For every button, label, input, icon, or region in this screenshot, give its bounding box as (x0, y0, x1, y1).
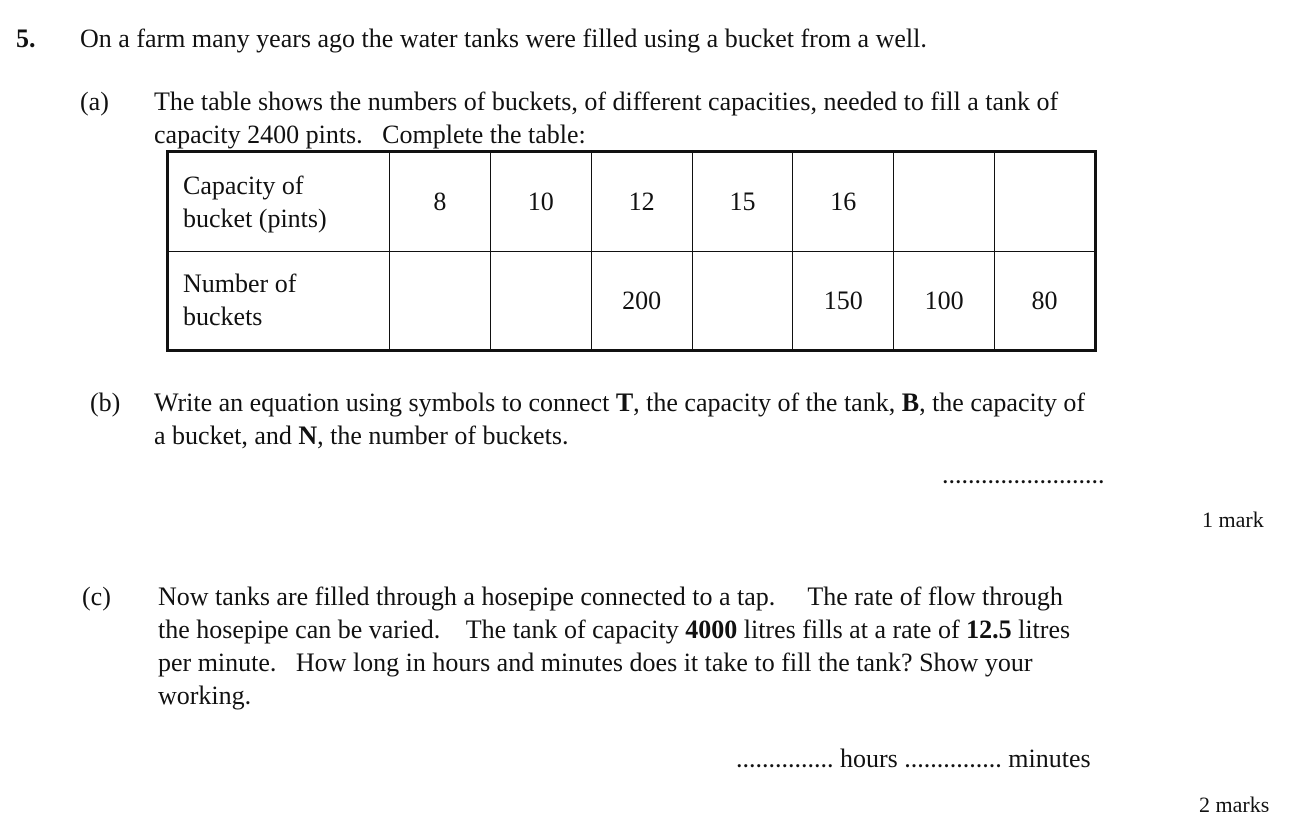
answer-cell[interactable] (390, 251, 491, 351)
part-c-line-1: Now tanks are filled through a hosepipe connected to a tap. The rate of flow through (158, 582, 1063, 611)
part-b-line-1: Write an equation using symbols to connect T, the capacity of the tank, B, the capacity of (154, 388, 1086, 417)
table-row-capacity (168, 152, 1096, 252)
answer-cell[interactable] (894, 152, 995, 252)
flow-rate-value: 12.5 (966, 615, 1012, 644)
part-c-line-2: the hosepipe can be varied. The tank of capacity 4000 litres fills at a rate of 12.5 litres (158, 615, 1071, 644)
question-intro: On a farm many years ago the water tanks were filled using a bucket from a well. (80, 24, 927, 53)
row-header-buckets: Number of buckets (168, 251, 390, 351)
answer-cell[interactable] (995, 152, 1096, 252)
symbol-t: T (615, 388, 634, 417)
answer-cell[interactable] (490, 251, 591, 351)
table-cell: 16 (793, 152, 894, 252)
part-a-text (154, 85, 1058, 151)
tank-capacity-value: 4000 (685, 615, 738, 644)
part-b-text (154, 386, 1085, 452)
part-a-line-1: The table shows the numbers of buckets, of different capacities, needed to fill a tank of (154, 87, 1059, 116)
part-b-line-2: a bucket, and N, the number of buckets. (154, 421, 569, 450)
table-cell: 10 (490, 152, 591, 252)
row-header-capacity: Capacity of bucket (pints) (168, 152, 390, 252)
part-c-line-4: working. (158, 681, 252, 710)
question-number: 5. (16, 24, 36, 53)
table-cell: 12 (591, 152, 692, 252)
part-b-label: (b) (90, 388, 121, 417)
part-a-line-2: capacity 2400 pints. Complete the table: (154, 120, 586, 149)
marks-b: 1 mark (1202, 507, 1264, 532)
table-cell: 150 (793, 251, 894, 351)
table-cell: 80 (995, 251, 1096, 351)
part-c-label: (c) (82, 582, 111, 611)
part-a-label: (a) (80, 87, 109, 116)
answer-line-c: ............... hours ............... minutes (736, 744, 1091, 773)
table-cell: 8 (390, 152, 491, 252)
hours-answer-blank[interactable]: ............... (736, 744, 834, 773)
table-cell: 15 (692, 152, 793, 252)
capacity-table (166, 150, 1097, 352)
minutes-answer-blank[interactable]: ............... (904, 744, 1002, 773)
answer-cell[interactable] (692, 251, 793, 351)
table-cell: 100 (894, 251, 995, 351)
table-row-buckets (168, 251, 1096, 351)
part-c-line-3: per minute. How long in hours and minutes does it take to fill the tank? Show your (158, 648, 1033, 677)
part-c-text (158, 580, 1070, 712)
table-cell: 200 (591, 251, 692, 351)
symbol-b: B (901, 388, 920, 417)
symbol-n: N (298, 421, 318, 450)
answer-line-b[interactable]: ......................... (942, 460, 1105, 489)
marks-c: 2 marks (1199, 792, 1270, 817)
